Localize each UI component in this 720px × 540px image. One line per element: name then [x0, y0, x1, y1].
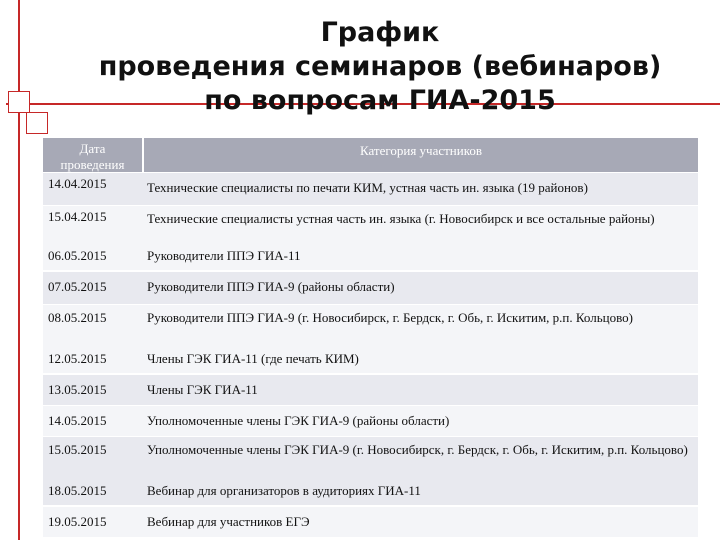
row-date: 13.05.2015: [48, 382, 107, 397]
row-date: 14.04.2015: [48, 176, 107, 191]
title-line-1: График: [320, 17, 440, 48]
row-date: 08.05.2015: [48, 310, 107, 325]
row-category: Члены ГЭК ГИА-11: [147, 382, 258, 397]
header-date: Дата проведения: [60, 141, 125, 172]
schedule-table: [43, 138, 698, 538]
decorative-vertical-line: [18, 0, 20, 540]
row-category: Руководители ППЭ ГИА-9 (г. Новосибирск, г. Бердск, г. Обь, г. Искитим, р.п. Кольцово): [147, 310, 633, 325]
row-category: Вебинар для участников ЕГЭ: [147, 514, 310, 529]
row-category: Уполномоченные члены ГЭК ГИА-9 (г. Новосибирск, г. Бердск, г. Обь, г. Искитим, р.п. Кольцово): [147, 442, 688, 457]
table-row: [43, 406, 698, 437]
title-line-3: по вопросам ГИА-2015: [204, 85, 556, 116]
table-row: [43, 348, 698, 375]
table-row: [43, 245, 698, 272]
row-date: 19.05.2015: [48, 514, 107, 529]
row-date: 18.05.2015: [48, 483, 107, 498]
row-date: 12.05.2015: [48, 351, 107, 366]
table-row: [43, 480, 698, 507]
row-category: Руководители ППЭ ГИА-9 (районы области): [147, 279, 395, 294]
table-row: [43, 507, 698, 538]
row-date: 15.05.2015: [48, 442, 107, 457]
row-category: Технические специалисты по печати КИМ, устная часть ин. языка (19 районов): [147, 180, 588, 195]
table-row: [43, 173, 698, 206]
page-title: [40, 16, 720, 118]
row-date: 14.05.2015: [48, 413, 107, 428]
row-category: Уполномоченные члены ГЭК ГИА-9 (районы области): [147, 413, 450, 428]
table-row: [43, 272, 698, 305]
title-line-2: проведения семинаров (вебинаров): [98, 51, 662, 82]
table-row: [43, 375, 698, 406]
row-category: Руководители ППЭ ГИА-11: [147, 248, 301, 263]
row-category: Вебинар для организаторов в аудиториях ГИА-11: [147, 483, 421, 498]
row-category: Технические специалисты устная часть ин. языка (г. Новосибирск и все остальные районы): [147, 211, 655, 226]
row-date: 07.05.2015: [48, 279, 107, 294]
row-date: 15.04.2015: [48, 209, 107, 224]
decorative-square: [8, 91, 30, 113]
row-category: Члены ГЭК ГИА-11 (где печать КИМ): [147, 351, 359, 366]
header-category: Категория участников: [142, 138, 698, 172]
table-header-row: [43, 138, 698, 173]
row-date: 06.05.2015: [48, 248, 107, 263]
